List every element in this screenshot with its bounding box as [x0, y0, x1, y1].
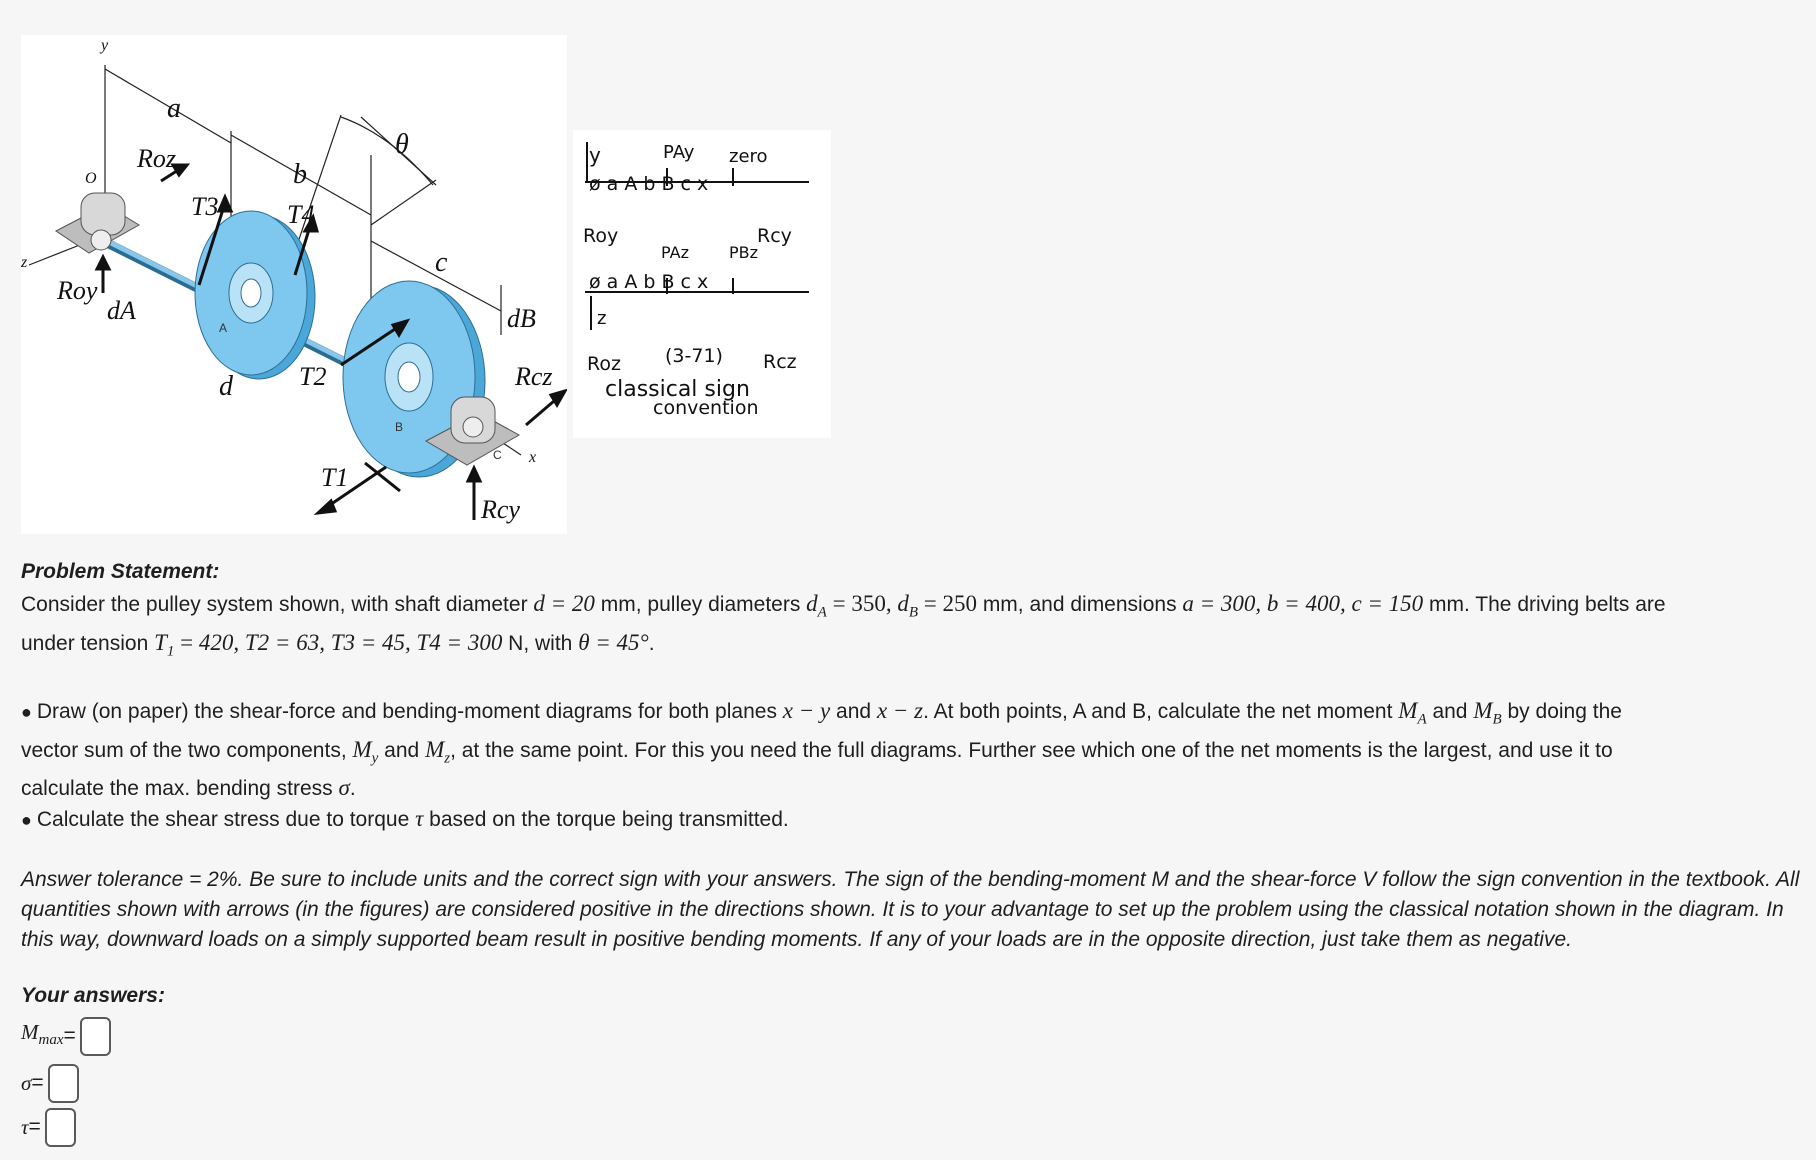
- rcy-label: Rcy: [481, 495, 520, 524]
- sketch-z-label: z: [597, 308, 607, 329]
- task-list: [21, 696, 1801, 835]
- sketch-caption-2: convention: [653, 397, 759, 419]
- roy-label: Roy: [57, 276, 98, 305]
- dim-b-label: b: [293, 159, 307, 190]
- sigma-label: σ: [21, 1071, 32, 1096]
- problem-statement: Consider the pulley system shown, with shaft diameter d = 20 mm, pulley diameters $d_A = 350$, $d_B = 250$ mm, and dimensions a = 300, b = 400, c = 150 mm. The driving belts are under tension $T_1 = 420$, T2 = 63, T3 = 45, T4 = 300 N, with θ = 45°.: [21, 591, 1666, 660]
- tensions-value: 420, T2 = 63, T3 = 45, T4 = 300: [198, 629, 503, 655]
- classical-sign-convention-sketch: [573, 130, 831, 438]
- tau-math: τ: [415, 806, 424, 832]
- db-label: dB: [507, 304, 536, 333]
- dim-d-label: d: [219, 371, 233, 402]
- origin-o-label: O: [85, 170, 97, 187]
- task-item-diagrams-line2: vector sum of the two components, $M_y$ and $M_z$, at the same point. For this you need the full diagrams. Further see which one of the net moments is the largest, and use it to: [21, 736, 1613, 767]
- bearing-o-shape: [56, 193, 139, 253]
- problem-heading: Problem Statement:: [21, 560, 220, 583]
- db-value: 250: [942, 591, 977, 616]
- dimensions-value: a = 300, b = 400, c = 150: [1182, 591, 1424, 616]
- point-a-label: A: [219, 321, 228, 335]
- answer-tolerance-note: Answer tolerance = 2%. Be sure to include units and the correct sign with your answers. The sign of the bending-moment M and the shear-force V follow the sign convention in the textbook. All quantities shown with arrows (in the figures) are considered positive in the directions shown. It is to your advantage to set up the problem using the classical notation shown in the diagram. In this way, downward loads on a simply supported beam result in positive bending moments. If any of your loads are in the opposite direction, just take them as negative.: [21, 868, 1800, 952]
- statement-text-3: mm, and dimensions: [976, 593, 1183, 616]
- sigma-math: σ: [338, 775, 350, 801]
- da-math: $d_A$: [806, 591, 827, 621]
- tau-label: τ: [21, 1115, 29, 1140]
- sketch-caption-1: classical sign: [605, 377, 750, 402]
- t1-math: $T_1$: [154, 629, 175, 660]
- task-item-diagrams: ● Draw (on paper) the shear-force and bending-moment diagrams for both planes x − y and x − z. At both points, A and B, calculate the net moment $M_A$ and $M_B$ by doing the: [21, 696, 1801, 735]
- sketch-rcz-label: Rcz: [763, 351, 797, 373]
- da-value: 350: [851, 591, 886, 616]
- answers-section: [21, 981, 1801, 1149]
- sketch-pay-label: PAy: [663, 142, 695, 163]
- sketch-row2-beam: ø a A b B c x: [589, 271, 709, 293]
- pulley-system-figure: [21, 35, 567, 534]
- statement-text-1: Consider the pulley system shown, with shaft diameter: [21, 593, 534, 616]
- ma-math: $M_A$: [1398, 698, 1427, 728]
- statement-text-4: mm. The driving belts are: [1423, 593, 1666, 616]
- answer-row-mmax: $M_{max}$ =: [21, 1011, 1801, 1061]
- angle-theta-label: θ: [395, 129, 409, 160]
- t2-label: T2: [299, 362, 327, 391]
- answers-heading: Your answers:: [21, 984, 165, 1008]
- t3-label: T3: [191, 192, 219, 221]
- statement-text-5: under tension: [21, 631, 155, 655]
- mz-math: $M_z$: [425, 736, 451, 767]
- sketch-y-label: y: [589, 143, 601, 167]
- point-b-label: B: [395, 420, 404, 434]
- sketch-roy-label: Roy: [583, 225, 619, 247]
- tau-answer-input[interactable]: [45, 1108, 76, 1147]
- axis-y-label: y: [101, 37, 109, 54]
- sketch-row1-beam: ø a A b B c x: [589, 173, 709, 195]
- dim-c-label: c: [435, 247, 448, 278]
- sketch-paz-label: PAz: [661, 243, 689, 262]
- sketch-drawing: [573, 130, 831, 438]
- sigma-answer-input[interactable]: [48, 1064, 79, 1103]
- statement-text-2: mm, pulley diameters: [594, 593, 807, 616]
- statement-text-6: N, with: [502, 631, 579, 655]
- task-item-diagrams-line3: calculate the max. bending stress σ.: [21, 775, 356, 801]
- db-math: $d_B$: [897, 591, 918, 621]
- sketch-ref-label: (3-71): [665, 345, 723, 367]
- statement-text-7: .: [648, 631, 655, 655]
- my-math: $M_y$: [352, 736, 379, 767]
- sketch-rcy-label: Rcy: [757, 225, 792, 247]
- sketch-pbz-label: PBz: [729, 243, 759, 262]
- problem-content: [21, 557, 1801, 1149]
- dim-a-label: a: [167, 93, 181, 124]
- rcz-label: Rcz: [515, 362, 553, 391]
- mmax-label: $M_{max}$: [21, 1020, 64, 1049]
- da-label: dA: [107, 296, 136, 325]
- task-item-torque: ● Calculate the shear stress due to torque τ based on the torque being transmitted.: [21, 804, 1801, 835]
- mb-math: $M_B$: [1473, 698, 1502, 728]
- t1-label: T1: [321, 463, 349, 492]
- answer-row-sigma: σ =: [21, 1061, 1801, 1105]
- plane-xy: x − y: [782, 698, 831, 724]
- axis-x-label: x: [529, 449, 537, 466]
- answer-row-tau: τ =: [21, 1105, 1801, 1149]
- mmax-answer-input[interactable]: [80, 1017, 111, 1056]
- theta-value: θ = 45°: [578, 629, 649, 655]
- sketch-roz-label: Roz: [587, 353, 621, 375]
- roz-label: Roz: [137, 144, 176, 173]
- point-c-label: C: [493, 448, 502, 462]
- plane-xz: x − z: [876, 698, 924, 724]
- shaft-diameter-value: d = 20: [533, 591, 595, 616]
- pulley-system-drawing: [21, 35, 567, 534]
- axis-z-label: z: [21, 254, 28, 271]
- sketch-zero-label: zero: [729, 146, 768, 167]
- t4-label: T4: [287, 200, 315, 229]
